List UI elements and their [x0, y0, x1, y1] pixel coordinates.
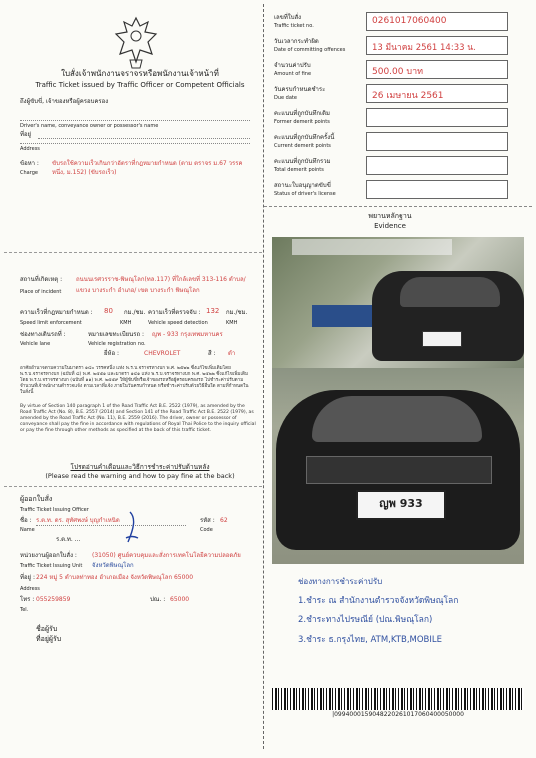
right-divider [264, 206, 532, 207]
officer-code-value: 62 [220, 517, 228, 524]
detected-speed-value: 132 [206, 307, 220, 315]
ticket-no-label-th: เลขที่ใบสั่ง [274, 14, 302, 21]
evidence-title-th: พยานหลักฐาน [368, 212, 412, 220]
unit-label-th: หน่วยงานผู้ออกใบสั่ง : [20, 552, 77, 559]
address-label-en: Address [20, 146, 40, 152]
car-grille [306, 456, 492, 484]
detected-speed-unit: กม./ชม. [226, 309, 248, 316]
former-points-label-th: คะแนนที่ถูกบันทึกเดิม [274, 110, 330, 117]
fine-amount-value: 500.00 บาท [372, 67, 424, 77]
to-label-en: Driver's name, conveyance owner or possessor's name [20, 123, 159, 129]
current-points-label-en: Current demerit points [274, 143, 331, 149]
payment-item-1: 1.ชำระ ณ สำนักงานตำรวจจังหวัดพิษณุโลก [298, 596, 459, 606]
total-points-label-en: Total demerit points [274, 167, 324, 173]
officer-name-label-th: ชื่อ : [20, 517, 32, 524]
speed-limit-label-en: Speed limit enforcement [20, 320, 82, 326]
fine-amount-label-th: จำนวนค่าปรับ [274, 62, 311, 69]
officer-code-label-en: Code [200, 527, 213, 533]
ticket-title-en: Traffic Ticket issued by Traffic Officer or Competent Officials [35, 81, 245, 89]
color-label-th: สี : [208, 350, 216, 357]
reg-label-th: หมายเลขทะเบียนรถ : [88, 331, 145, 338]
charge-label-th: ข้อหา : [20, 160, 39, 167]
payment-item-2: 2.ชำระทางไปรษณีย์ (ปณ.พิษณุโลก) [298, 615, 433, 625]
current-points-box [366, 132, 508, 151]
license-status-box [366, 180, 508, 199]
due-date-label-th: วันครบกำหนดชำระ [274, 86, 326, 93]
speed-limit-unit: กม./ชม. [124, 309, 146, 316]
tel-value: 055259859 [36, 596, 71, 603]
garuda-emblem [112, 14, 160, 70]
column-divider [263, 4, 264, 749]
officer-address-value: 224 หมู่ 5 ตำบลท่าทอง อำเภอเมือง จังหวัดพิษณุโลก 65000 [36, 574, 194, 581]
barcode [272, 688, 524, 710]
former-points-box [366, 108, 508, 127]
section-divider [4, 252, 262, 253]
officer-address-label-en: Address [20, 586, 40, 592]
officer-label-en: Traffic Ticket Issuing Officer [20, 507, 89, 513]
detected-speed-kmh: KMH [226, 320, 238, 326]
charge-value-line1: ขับรถใช้ความเร็วเกินกว่าอัตราที่กฎหมายกำหนด (ตาม ตราจร ม.67 วรรค [52, 160, 243, 167]
offence-date-value: 13 มีนาคม 2561 14:33 น. [372, 43, 476, 53]
former-points-label-en: Former demerit points [274, 119, 330, 125]
legal-text-th: อาศัยอำนาจตามความในมาตรา ๑๔๐ วรรคหนึ่ง แห่ง พ.ร.บ.จราจรทางบก พ.ศ. ๒๕๒๒ ซึ่งแก้ไขเพิ่มเติมโดย พ.ร.บ.จราจรทางบก (ฉบับที่ ๘) พ.ศ. ๒๕๕๑ และมาตรา ๑๔๑ แห่ง พ.ร.บ.จราจรทางบก พ.ศ. ๒๕๒๒ ซึ่งแก้ไขเพิ่มเติมโดย พ.ร.บ.จราจรทางบก (ฉบับที่ ๑๑) พ.ศ. ๒๕๕๙ ให้ผู้ขับขี่หรือเจ้าของรถหรือผู้ครอบครองรถ ไปชำระค่าปรับตามจำนวนที่เจ้าพนักงานตำรวจแจ้ง ตามเวลาที่แจ้ง ภายในวันครบกำหนด หรือชำระค่าปรับด้วยวิธีอื่นใด ตามที่กำหนดในใบสั่งนี้ [20, 366, 249, 395]
license-plate-bottom [356, 490, 446, 520]
evidence-photo-bottom [272, 368, 524, 564]
legal-text-en: By virtue of Section 140 paragraph 1 of the Road Traffic Act B.E. 2522 (1979), as amended by the Road Traffic Act (No. 8), B.E. 2557 (2014) and Section 141 of the Road Traffic Act B.E. 2522 (1979), as amended by the Road Traffic Act (No. 11), B.E. 2559 (2016). The driver, owner or possessor of conveyance shall pay the fine in accordance with regulations of Royal Thai Police to the inquiry official or pay the fine through other methods as specified at the back of this traffic ticket. [20, 404, 256, 433]
payment-item-3: 3.ชำระ ธ.กรุงไทย, ATM,KTB,MOBILE [298, 635, 442, 645]
officer-name-value: ร.ต.ท. ดร. สุทัศพงษ์ บุญกำเหนิด [36, 517, 120, 524]
license-status-label-th: สถานะใบอนุญาตขับขี่ [274, 182, 331, 189]
postal-value: 65000 [170, 596, 190, 603]
car-windshield-top [400, 277, 500, 307]
place-label-en: Place of incident [20, 289, 62, 295]
unit-value-line2: จังหวัดพิษณุโลก [92, 562, 134, 569]
section-divider-2 [4, 486, 262, 487]
payment-title: ช่องทางการชำระค่าปรับ [298, 577, 383, 586]
total-points-label-th: คะแนนที่ถูกบันทึกรวม [274, 158, 331, 165]
lane-label-en: Vehicle lane [20, 341, 51, 347]
officer-signature [112, 508, 152, 548]
charge-label-en: Charge [20, 170, 38, 176]
recipient-name-label: ชื่อผู้รับ [36, 625, 58, 633]
current-points-label-th: คะแนนที่ถูกบันทึกครั้งนี้ [274, 134, 335, 141]
reg-value: ญพ - 933 กรุงเทพมหานคร [152, 331, 223, 338]
speed-limit-value: 80 [104, 307, 113, 315]
place-value-line2: แขวง บางระกำ อำเภอ/ เขต บางระกำ พิษณุโลก [76, 287, 200, 294]
postal-label-th: ปณ. : [150, 596, 166, 603]
ticket-title-th: ใบสั่งเจ้าพนักงานจราจรหรือพนักงานเจ้าหน้าที่ [61, 69, 219, 78]
officer-signature-text: ร.ต.ท. ... [56, 536, 81, 543]
brand-value: CHEVROLET [144, 350, 181, 357]
to-label-th: ถึงผู้ขับขี่, เจ้าของหรือผู้ครอบครอง [20, 98, 109, 105]
road-sign [312, 305, 372, 327]
detected-speed-label-th: ความเร็วที่ตรวจจับ : [148, 309, 201, 316]
officer-label-th: ผู้ออกใบสั่ง [20, 495, 53, 503]
lane-label-th: ช่องทางเดินรถที่ : [20, 331, 66, 338]
total-points-box [366, 156, 508, 175]
address-label-th: ที่อยู่ [20, 131, 32, 138]
evidence-title-en: Evidence [374, 222, 406, 230]
recipient-address-label: ที่อยู่ผู้รับ [36, 635, 62, 643]
due-date-label-en: Due date [274, 95, 297, 101]
barcode-text: |0994000159048220261017060400050000 [332, 711, 464, 718]
license-plate-top [422, 331, 462, 347]
offence-date-label-th: วันเวลากระทำผิด [274, 38, 319, 45]
place-label-th: สถานที่เกิดเหตุ : [20, 276, 63, 283]
due-date-value: 26 เมษายน 2561 [372, 91, 444, 101]
ticket-no-value: 0261017060400 [372, 16, 447, 26]
right-fields [274, 12, 514, 202]
unit-label-en: Traffic Ticket Issuing Unit [20, 563, 83, 569]
place-value-line1: ถนนนเรศวรราช-พิษณุโลก(ทล.117) ที่ใกล้เลขที่ 313-116 ตำบล/ [76, 276, 246, 283]
officer-name-label-en: Name [20, 527, 35, 533]
tel-label-th: โทร : [20, 596, 35, 603]
offence-date-label-en: Date of committing offences [274, 47, 346, 53]
officer-address-label-th: ที่อยู่ : [20, 574, 36, 581]
detected-speed-label-en: Vehicle speed detection [148, 320, 208, 326]
officer-code-label-th: รหัส : [200, 517, 215, 524]
unit-value-line1: (31050) ศูนย์ควบคุมและสั่งการเทคโนโลยีความปลอดภัย [92, 552, 241, 559]
reg-label-en: Vehicle registration no. [88, 341, 146, 347]
warning-en: (Please read the warning and how to pay fine at the back) [45, 472, 235, 480]
plate-number: ญพ 933 [379, 497, 423, 510]
tel-label-en: Tel. [20, 607, 29, 613]
photo-caption-strip [292, 239, 452, 255]
speed-limit-label-th: ความเร็วที่กฎหมายกำหนด : [20, 309, 93, 316]
speed-limit-kmh: KMH [120, 320, 132, 326]
ticket-no-label-en: Traffic ticket no. [274, 23, 314, 29]
warning-th: โปรดอ่านคำเตือนและวิธีการชำระค่าปรับด้านหลัง [70, 463, 210, 471]
brand-label-th: ยี่ห้อ : [104, 350, 120, 357]
charge-value-line2: หนึ่ง, ม.152) (ขับรถเร็ว) [52, 169, 117, 176]
car-windshield-bottom [312, 396, 482, 442]
evidence-photo-top [272, 237, 524, 368]
color-value: ดำ [228, 350, 236, 357]
license-status-label-en: Status of driver's license [274, 191, 336, 197]
fine-amount-label-en: Amount of fine [274, 71, 312, 77]
